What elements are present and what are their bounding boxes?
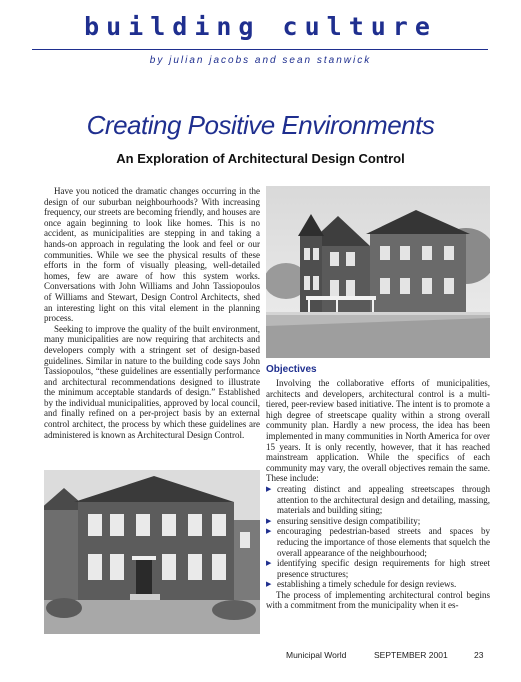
brick-townhouse-photo: [44, 470, 260, 634]
objective-bullet: ▶ establishing a timely schedule for design reviews.: [266, 579, 490, 590]
objective-bullet: ▶ ensuring sensitive design compatibility;: [266, 516, 490, 527]
objectives-list: [266, 484, 490, 590]
objectives-closing: The process of implementing architectural control begins with a commitment from the municipality when it es-: [266, 589, 490, 611]
objective-bullet: ▶ creating distinct and appealing streetscapes through attention to the architectural design and detailing, massing, materials and building siting;: [266, 484, 490, 516]
intro-column: [44, 186, 260, 440]
footer-date: SEPTEMBER 2001: [374, 650, 448, 660]
brick-townhouse-illustration: [44, 470, 260, 634]
byline: by julian jacobs and sean stanwick: [149, 55, 372, 66]
intro-paragraph-1: Have you noticed the dramatic changes occurring in the design of our suburban neighbourhoods? With increasing frequency, our streets are becoming friendly, and houses are once again beginning to look like homes. This is no accident, as municipalities are stepping in and taking a hands-on approach in regulating the look and feel or our communities. While we see the physical results of these efforts in the form of visually pleasing, well-detailed homes, few are aware of how this system works. Conversations with John Williams and John Tassiopoulos of Williams and Stewart, Design Control Architects, shed an interesting light on this vital element in the planning process.: [44, 186, 260, 324]
townhouse-corner-photo: [266, 186, 490, 358]
objectives-paragraph: Involving the collaborative efforts of municipalities, architects and developers, architectural control is a multi-tiered, peer-review based initiative. The intent is to promote a high degree of streetscape quality within a strong overall community plan. Hardly a new process, the idea has been implemented in many communities in North America for over 15 years. It is only recently, however, that it has reached mainstream application. While the specifics of each community may vary, the overall objectives remain the same. These include:: [266, 378, 490, 484]
objectives-column: [266, 378, 490, 611]
townhouse-corner-illustration: [266, 186, 490, 358]
objective-bullet: ▶ encouraging pedestrian-based streets and spaces by reducing the importance of those elements that squelch the overall appearance of the neighbourhood;: [266, 526, 490, 558]
footer-page-number: 23: [474, 650, 484, 660]
section-header: building culture: [84, 12, 437, 41]
objective-bullet: ▶ identifying specific design requirements for high street presence structures;: [266, 558, 490, 579]
article-title: Creating Positive Environments: [86, 110, 435, 140]
footer-publication: Municipal World: [286, 650, 347, 660]
header-rule: [32, 49, 488, 50]
objectives-heading: Objectives: [266, 364, 317, 375]
intro-paragraph-2: Seeking to improve the quality of the built environment, many municipalities are now requiring that architects and developers comply with a stringent set of design-based guidelines. Similar in nature to the building code says John Tassiopoulos, “these guidelines are essentially performance and architectural recommendations designed to illustrate the minimum acceptable standards of design.” Established by the individual municipalities, approved by local council, and finally refined on a per-project basis by an external control architect, the process by which these guidelines are administered is known as Architectural Design Control.: [44, 323, 260, 440]
article-subtitle: An Exploration of Architectural Design Control: [116, 151, 405, 166]
